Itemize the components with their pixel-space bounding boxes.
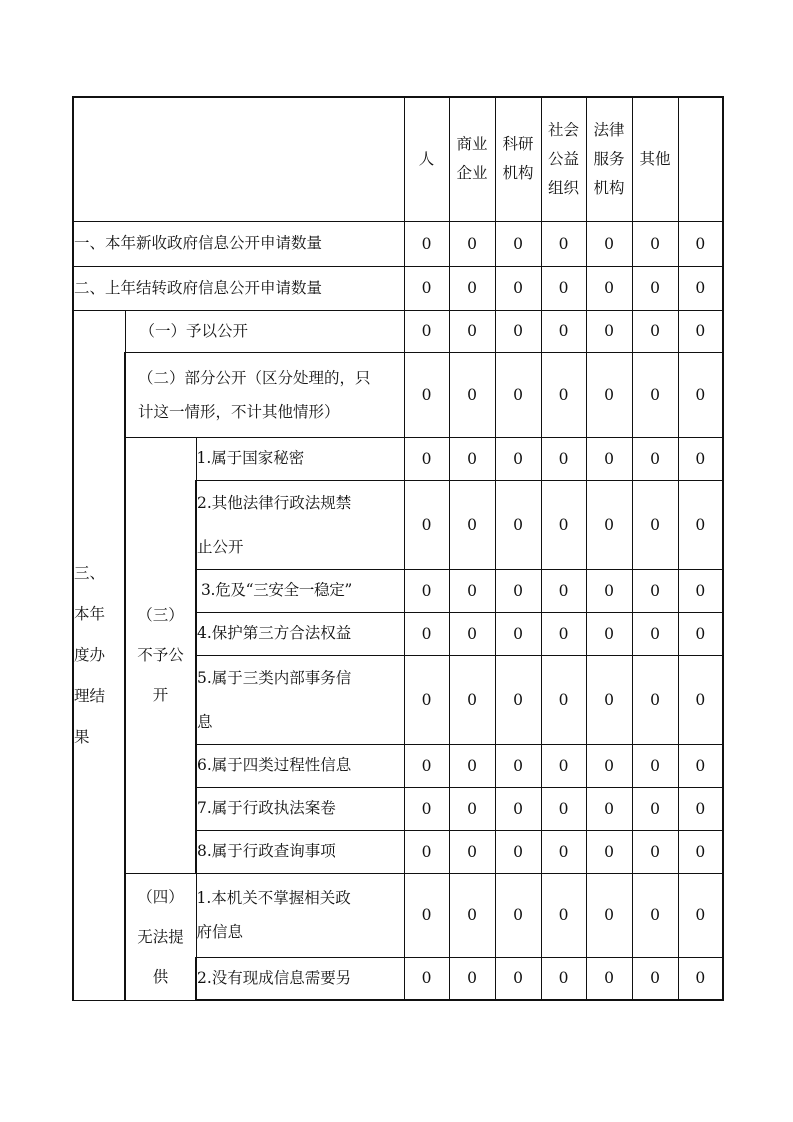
- cell-value: 0: [632, 352, 678, 437]
- table-row: [73, 873, 723, 957]
- cell-value: 0: [404, 612, 449, 655]
- cell-value: 0: [495, 437, 541, 480]
- cell-value: 0: [632, 744, 678, 787]
- row-label: 1.属于国家秘密: [196, 437, 404, 480]
- cell-value: 0: [541, 655, 586, 744]
- row-label: 1.本机关不掌握相关政 府信息: [196, 873, 404, 957]
- col-social: 社会 公益 组织: [541, 97, 586, 221]
- cell-value: 0: [632, 221, 678, 266]
- cell-value: 0: [449, 612, 495, 655]
- cell-value: 0: [632, 310, 678, 352]
- table-row: [73, 221, 723, 266]
- cell-value: 0: [586, 310, 632, 352]
- cell-value: 0: [586, 352, 632, 437]
- cell-value: 0: [449, 655, 495, 744]
- col-research: 科研 机构: [495, 97, 541, 221]
- header-row: [73, 97, 723, 221]
- cell-value: 0: [678, 310, 723, 352]
- cell-value: 0: [586, 266, 632, 310]
- cell-value: 0: [404, 221, 449, 266]
- cell-value: 0: [404, 569, 449, 612]
- cell-value: 0: [678, 266, 723, 310]
- cell-value: 0: [541, 352, 586, 437]
- cell-value: 0: [449, 787, 495, 830]
- cell-value: 0: [495, 221, 541, 266]
- cell-value: 0: [632, 480, 678, 569]
- row-label: 6.属于四类过程性信息: [196, 744, 404, 787]
- cell-value: 0: [586, 569, 632, 612]
- cell-value: 0: [449, 437, 495, 480]
- row-label: （一）予以公开: [125, 310, 404, 352]
- cell-value: 0: [495, 957, 541, 1000]
- cell-value: 0: [404, 830, 449, 873]
- cell-value: 0: [449, 957, 495, 1000]
- row-label: 3.危及“三安全一稳定”: [196, 569, 404, 612]
- cell-value: 0: [495, 352, 541, 437]
- table-row: [73, 266, 723, 310]
- cell-value: 0: [586, 221, 632, 266]
- cell-value: 0: [541, 873, 586, 957]
- cell-value: 0: [495, 744, 541, 787]
- row-label: 2.其他法律行政法规禁 止公开: [196, 480, 404, 569]
- cell-value: 0: [678, 437, 723, 480]
- cell-value: 0: [678, 787, 723, 830]
- cell-value: 0: [404, 480, 449, 569]
- cell-value: 0: [449, 569, 495, 612]
- col-commercial: 商业 企业: [449, 97, 495, 221]
- cell-value: 0: [541, 221, 586, 266]
- cell-value: 0: [541, 437, 586, 480]
- cell-value: 0: [541, 957, 586, 1000]
- cell-value: 0: [541, 569, 586, 612]
- cell-value: 0: [449, 873, 495, 957]
- cell-value: 0: [678, 873, 723, 957]
- cell-value: 0: [632, 569, 678, 612]
- cell-value: 0: [495, 310, 541, 352]
- header-blank: [73, 97, 404, 221]
- cell-value: 0: [678, 655, 723, 744]
- col-legal: 法律 服务 机构: [586, 97, 632, 221]
- disclosure-statistics-table: [72, 96, 724, 1001]
- cell-value: 0: [586, 744, 632, 787]
- cell-value: 0: [541, 310, 586, 352]
- cell-value: 0: [449, 221, 495, 266]
- cell-value: 0: [541, 480, 586, 569]
- row-label: 8.属于行政查询事项: [196, 830, 404, 873]
- cell-value: 0: [586, 830, 632, 873]
- cell-value: 0: [404, 957, 449, 1000]
- cell-value: 0: [404, 266, 449, 310]
- cell-value: 0: [541, 266, 586, 310]
- cell-value: 0: [449, 744, 495, 787]
- cell-value: 0: [632, 266, 678, 310]
- row-label: 一、本年新收政府信息公开申请数量: [73, 221, 404, 266]
- section-3-label: 三、 本年 度办 理结 果: [73, 310, 125, 1000]
- row-label: 5.属于三类内部事务信 息: [196, 655, 404, 744]
- cell-value: 0: [404, 787, 449, 830]
- cell-value: 0: [632, 612, 678, 655]
- cell-value: 0: [449, 310, 495, 352]
- row-label: 7.属于行政执法案卷: [196, 787, 404, 830]
- section-3-4-label: （四） 无法提 供: [125, 873, 196, 1000]
- cell-value: 0: [586, 787, 632, 830]
- cell-value: 0: [632, 787, 678, 830]
- cell-value: 0: [541, 830, 586, 873]
- row-label: （二）部分公开（区分处理的，只 计这一情形，不计其他情形）: [125, 352, 404, 437]
- cell-value: 0: [541, 787, 586, 830]
- row-label: 4.保护第三方合法权益: [196, 612, 404, 655]
- cell-value: 0: [632, 655, 678, 744]
- cell-value: 0: [495, 480, 541, 569]
- cell-value: 0: [404, 352, 449, 437]
- cell-value: 0: [495, 787, 541, 830]
- cell-value: 0: [632, 873, 678, 957]
- cell-value: 0: [678, 480, 723, 569]
- cell-value: 0: [678, 830, 723, 873]
- cell-value: 0: [541, 612, 586, 655]
- cell-value: 0: [586, 957, 632, 1000]
- cell-value: 0: [632, 957, 678, 1000]
- cell-value: 0: [586, 612, 632, 655]
- cell-value: 0: [495, 655, 541, 744]
- cell-value: 0: [404, 744, 449, 787]
- cell-value: 0: [586, 480, 632, 569]
- cell-value: 0: [495, 612, 541, 655]
- cell-value: 0: [449, 830, 495, 873]
- cell-value: 0: [449, 352, 495, 437]
- cell-value: 0: [404, 437, 449, 480]
- col-total: [678, 97, 723, 221]
- table-row: [73, 310, 723, 352]
- cell-value: 0: [495, 830, 541, 873]
- cell-value: 0: [495, 569, 541, 612]
- cell-value: 0: [495, 266, 541, 310]
- row-label: 二、上年结转政府信息公开申请数量: [73, 266, 404, 310]
- cell-value: 0: [678, 569, 723, 612]
- cell-value: 0: [632, 830, 678, 873]
- cell-value: 0: [449, 480, 495, 569]
- cell-value: 0: [404, 873, 449, 957]
- col-person: 人: [404, 97, 449, 221]
- cell-value: 0: [586, 655, 632, 744]
- row-label: 2.没有现成信息需要另: [196, 957, 404, 1000]
- cell-value: 0: [586, 873, 632, 957]
- cell-value: 0: [678, 957, 723, 1000]
- cell-value: 0: [678, 612, 723, 655]
- cell-value: 0: [404, 310, 449, 352]
- col-other: 其他: [632, 97, 678, 221]
- section-3-3-label: （三） 不予公 开: [125, 437, 196, 873]
- cell-value: 0: [678, 352, 723, 437]
- cell-value: 0: [495, 873, 541, 957]
- cell-value: 0: [678, 221, 723, 266]
- cell-value: 0: [678, 744, 723, 787]
- cell-value: 0: [404, 655, 449, 744]
- cell-value: 0: [586, 437, 632, 480]
- table-row: [73, 437, 723, 480]
- table-row: [73, 352, 723, 437]
- cell-value: 0: [541, 744, 586, 787]
- cell-value: 0: [449, 266, 495, 310]
- cell-value: 0: [632, 437, 678, 480]
